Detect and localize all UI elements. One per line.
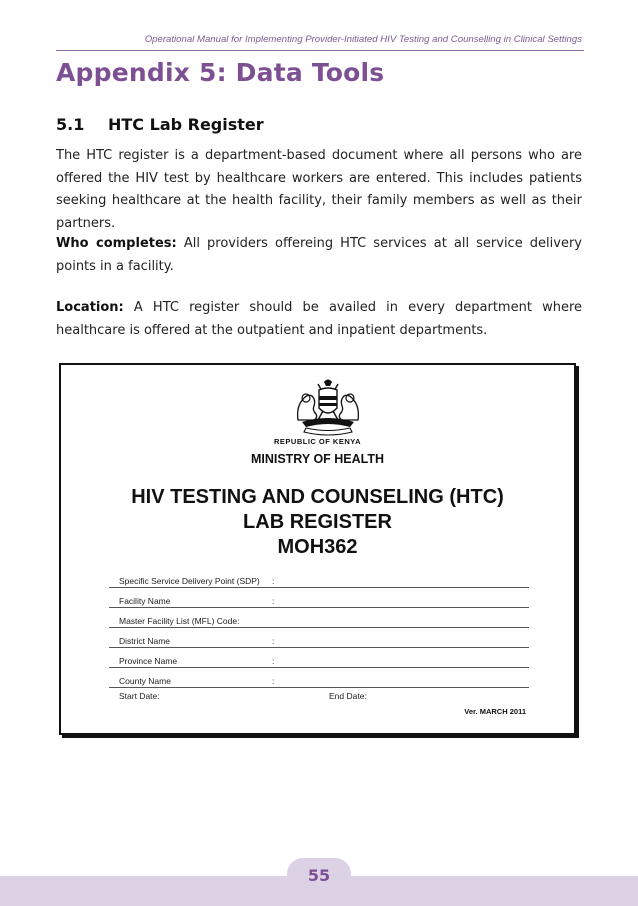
page-number: 55 <box>307 866 331 885</box>
field-label: Facility Name <box>119 596 171 606</box>
facility-name-field[interactable] <box>109 593 529 608</box>
field-colon: : <box>272 576 275 586</box>
who-completes-text: All providers offereing HTC services at all service delivery points in a facility. <box>56 236 582 274</box>
county-name-field[interactable] <box>109 673 529 688</box>
who-completes-paragraph <box>56 233 582 278</box>
field-label: Province Name <box>119 656 178 666</box>
header-rule <box>56 50 584 51</box>
date-row <box>119 691 539 701</box>
field-colon: : <box>272 596 275 606</box>
republic-label: REPUBLIC OF KENYA <box>274 437 361 446</box>
who-completes-label: Who completes: <box>56 236 177 251</box>
field-colon: : <box>272 676 275 686</box>
province-name-field[interactable] <box>109 653 529 668</box>
version-label: Ver. MARCH 2011 <box>464 707 526 716</box>
section-heading <box>56 115 264 134</box>
register-form-code: MOH362 <box>277 536 358 558</box>
field-colon: : <box>272 656 275 666</box>
field-colon: : <box>272 636 275 646</box>
ministry-label: MINISTRY OF HEALTH <box>250 452 385 466</box>
register-title-line: LAB REGISTER <box>243 511 392 533</box>
register-title-line: HIV TESTING AND COUNSELING (HTC) <box>131 486 504 508</box>
start-date-label[interactable]: Start Date: <box>119 691 160 701</box>
field-label: Master Facility List (MFL) Code: <box>119 616 240 626</box>
sdp-field[interactable] <box>109 573 529 588</box>
mfl-code-field[interactable] <box>109 613 529 628</box>
page-title: Appendix 5: Data Tools <box>56 58 385 87</box>
intro-paragraph: The HTC register is a department-based document where all persons who are offered the HIV test by healthcare workers are entered. This includes patients seeking healthcare at the health facility, their family members as well as their partners. <box>56 148 582 231</box>
field-label: District Name <box>119 636 171 646</box>
district-name-field[interactable] <box>109 633 529 648</box>
section-number: 5.1 <box>56 115 85 134</box>
section-title: HTC Lab Register <box>108 115 264 134</box>
coat-of-arms-icon <box>288 376 368 436</box>
register-cover-form <box>59 363 576 735</box>
end-date-label[interactable]: End Date: <box>329 691 367 701</box>
register-title <box>61 485 574 560</box>
location-text: A HTC register should be availed in every department where healthcare is offered at the outpatient and inpatient departments. <box>56 300 582 338</box>
field-label: Specific Service Delivery Point (SDP) <box>119 576 260 586</box>
field-label: County Name <box>119 676 171 686</box>
location-label: Location: <box>56 300 124 315</box>
location-paragraph <box>56 297 582 342</box>
running-header: Operational Manual for Implementing Provider-Initiated HIV Testing and Counselling in Clinical Settings <box>144 34 582 45</box>
